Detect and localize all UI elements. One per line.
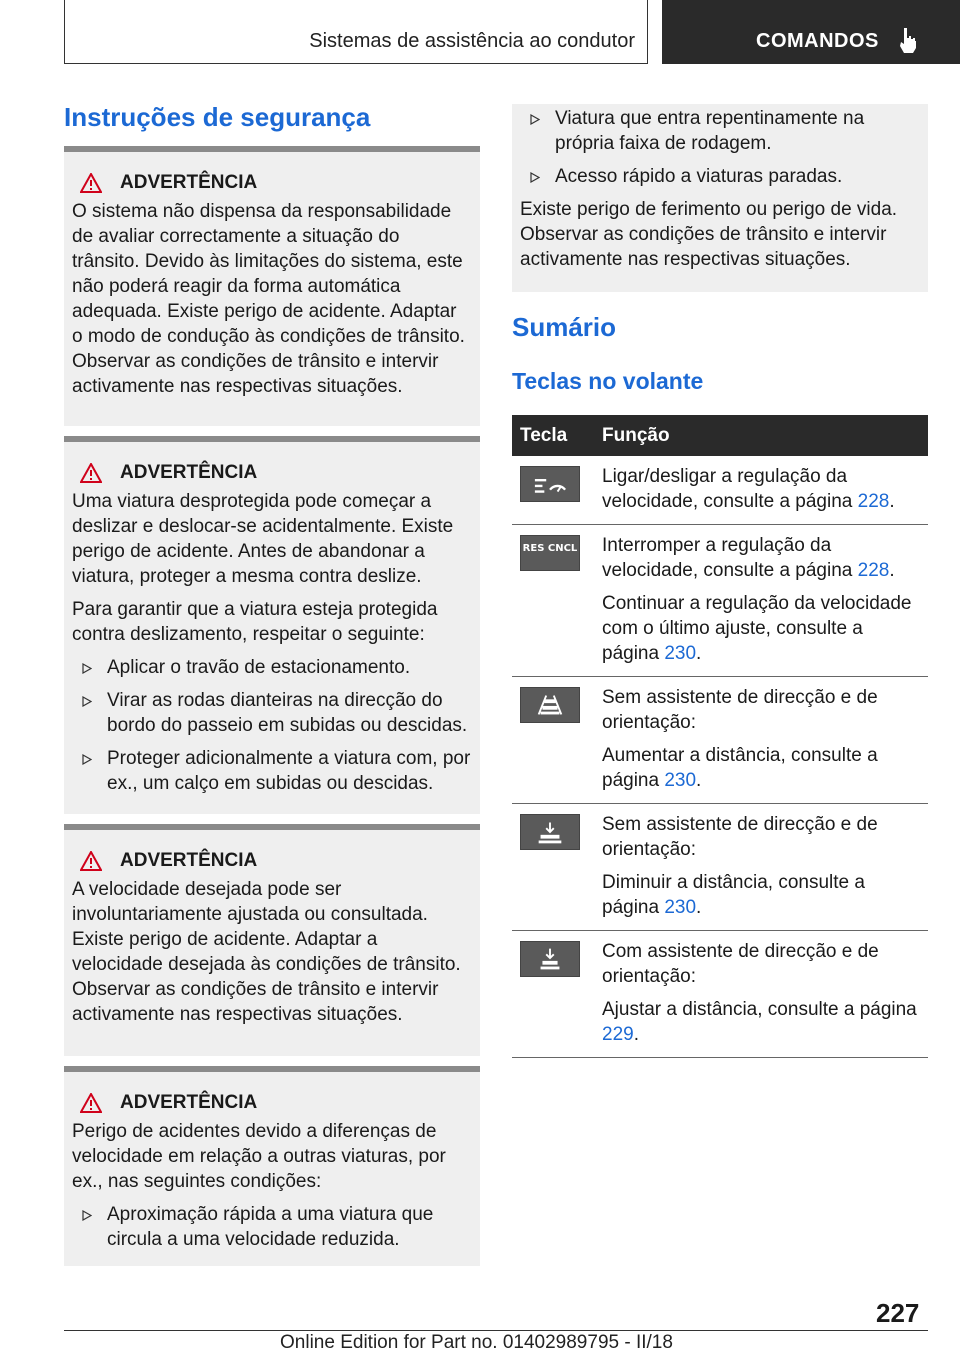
function-text: Diminuir a distância, consulte a página 230. xyxy=(602,872,865,918)
column-header-key: Tecla xyxy=(512,415,594,456)
table-row xyxy=(512,931,928,1058)
warning-box-continued xyxy=(512,104,928,292)
function-text: Sem assistente de direcção e de orientação: xyxy=(602,814,878,860)
bullet-triangle-icon xyxy=(82,696,92,707)
page-number: 227 xyxy=(876,1298,920,1328)
res-cncl-key-icon: RES CNCL xyxy=(520,535,580,571)
bullet-triangle-icon xyxy=(530,114,540,125)
warning-heading: ADVERTÊNCIA xyxy=(72,460,472,485)
list-item: Virar as rodas dianteiras na direcção do bordo do passeio em subidas ou descidas. xyxy=(72,688,472,738)
bullet-triangle-icon xyxy=(82,663,92,674)
subsection-title: Teclas no volante xyxy=(512,368,704,394)
pointing-hand-icon xyxy=(898,26,918,54)
header-chapter-box xyxy=(662,0,960,64)
footer-edition: Online Edition for Part no. 01402989795 - II/18 xyxy=(280,1332,673,1353)
table-row xyxy=(512,525,928,677)
warning-box-3 xyxy=(64,824,480,1056)
warning-box-1 xyxy=(64,146,480,426)
list-item: Proteger adicionalmente a viatura com, por ex., um calço em subidas ou descidas. xyxy=(72,746,472,796)
page-link[interactable]: 228 xyxy=(857,491,890,512)
section-title: Sumário xyxy=(512,312,617,342)
warning-text: Perigo de acidentes devido a diferenças de velocidade em relação a outras viaturas, por ex., nas seguintes condições: xyxy=(72,1121,446,1192)
page-link[interactable]: 230 xyxy=(664,643,697,664)
function-text: Sem assistente de direcção e de orientação: xyxy=(602,687,878,733)
header-section-title: Sistemas de assistência ao condutor xyxy=(309,30,635,52)
keys-table xyxy=(512,415,928,1058)
page-link[interactable]: 228 xyxy=(857,560,890,581)
warning-triangle-icon xyxy=(80,1093,102,1113)
table-row xyxy=(512,804,928,931)
page-link[interactable]: 230 xyxy=(664,897,697,918)
bullet-triangle-icon xyxy=(530,172,540,183)
bullet-list xyxy=(72,1202,472,1252)
list-item: Acesso rápido a viaturas paradas. xyxy=(520,164,920,189)
warning-text: Para garantir que a viatura esteja protegida contra deslizamento, respeitar o seguinte: xyxy=(72,599,438,645)
bullet-list xyxy=(72,655,472,796)
list-item: Viatura que entra repentinamente na própria faixa de rodagem. xyxy=(520,106,920,156)
distance-increase-key-icon xyxy=(520,687,580,723)
warning-heading: ADVERTÊNCIA xyxy=(72,170,472,195)
warning-triangle-icon xyxy=(80,173,102,193)
table-row xyxy=(512,456,928,525)
list-item: Aplicar o travão de estacionamento. xyxy=(72,655,472,680)
distance-adjust-key-icon xyxy=(520,941,580,977)
warning-text: A velocidade desejada pode ser involuntariamente ajustada ou consultada. Existe perigo de acidente. Adaptar a velocidade desejada às condições de trânsito. Observar as condições de trânsito e intervir activamente nas respectivas situações. xyxy=(72,879,461,1025)
cruise-control-onoff-key-icon xyxy=(520,466,580,502)
bullet-list xyxy=(520,106,920,189)
function-text: Aumentar a distância, consulte a página 230. xyxy=(602,745,878,791)
warning-box-4 xyxy=(64,1066,480,1266)
header-chapter-title: COMANDOS xyxy=(756,30,879,52)
function-text: Ligar/desligar a regulação da velocidade, consulte a página 228. xyxy=(602,466,895,512)
warning-text: Uma viatura desprotegida pode começar a deslizar e deslocar-se acidentalmente. Existe perigo de acidente. Antes de abandonar a viatura, proteger a mesma contra deslize. xyxy=(72,491,454,587)
warning-text: O sistema não dispensa da responsabilidade de avaliar correctamente a situação do trânsito. Devido às limitações do sistema, este não poderá reagir da forma automática adequada. Existe perigo de acidente. Adaptar o modo de condução às condições de trânsito. Observar as condições de trânsito e intervir activamente nas respectivas situações. xyxy=(72,201,465,397)
function-text: Com assistente de direcção e de orientação: xyxy=(602,941,879,987)
function-text: Continuar a regulação da velocidade com o último ajuste, consulte a página 230. xyxy=(602,593,912,664)
warning-heading: ADVERTÊNCIA xyxy=(72,848,472,873)
bullet-triangle-icon xyxy=(82,1210,92,1221)
warning-triangle-icon xyxy=(80,851,102,871)
function-text: Interromper a regulação da velocidade, consulte a página 228. xyxy=(602,535,895,581)
distance-decrease-key-icon xyxy=(520,814,580,850)
page-link[interactable]: 230 xyxy=(664,770,697,791)
bullet-triangle-icon xyxy=(82,754,92,765)
page-link[interactable]: 229 xyxy=(602,1024,634,1045)
warning-text: Existe perigo de ferimento ou perigo de vida. Observar as condições de trânsito e intervir activamente nas respectivas situações. xyxy=(520,199,898,270)
list-item: Aproximação rápida a uma viatura que circula a uma velocidade reduzida. xyxy=(72,1202,472,1252)
page-title: Instruções de segurança xyxy=(64,102,371,132)
function-text: Ajustar a distância, consulte a página 229. xyxy=(602,999,917,1045)
warning-triangle-icon xyxy=(80,463,102,483)
table-row xyxy=(512,677,928,804)
warning-heading: ADVERTÊNCIA xyxy=(72,1090,472,1115)
column-header-function: Função xyxy=(594,415,928,456)
table-header-row xyxy=(512,415,928,456)
footer-divider xyxy=(64,1330,928,1331)
header-section-box xyxy=(64,0,648,64)
warning-box-2 xyxy=(64,436,480,814)
